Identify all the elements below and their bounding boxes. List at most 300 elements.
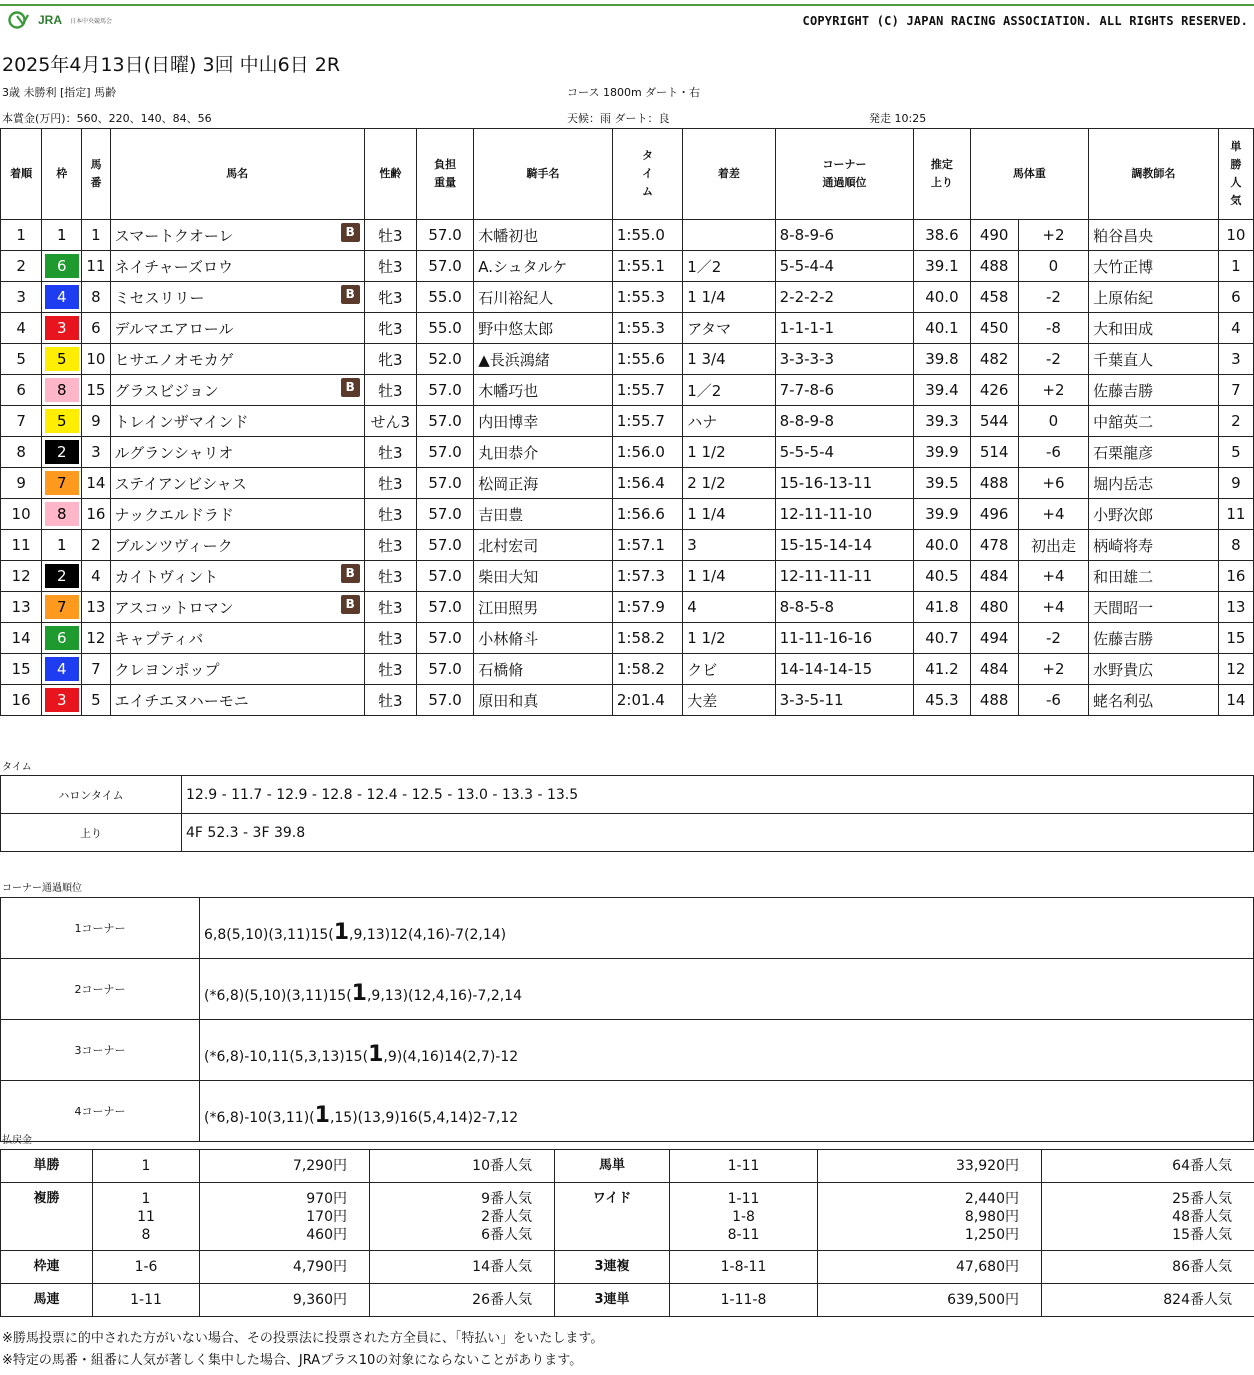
bet-type: 枠連 — [1, 1251, 93, 1284]
margin-cell: 1 1/2 — [683, 623, 775, 654]
horse-name-cell — [110, 282, 364, 313]
jockey-cell — [474, 654, 613, 685]
winner-highlight: 1 — [368, 1042, 384, 1067]
horse-number-cell: 14 — [82, 468, 110, 499]
rank-cell: 10 — [1, 499, 42, 530]
waku-badge: 7 — [45, 471, 79, 495]
horse-name-link[interactable]: アスコットロマン — [114, 598, 234, 617]
horse-name-link[interactable]: ネイチャーズロウ — [114, 257, 234, 276]
time-cell: 1:56.6 — [612, 499, 682, 530]
horse-number-cell: 15 — [82, 375, 110, 406]
trainer-link[interactable]: 石栗龍彦 — [1093, 443, 1154, 462]
corner-order-post: ,15)(13,9)16(5,4,14)2-7,12 — [329, 1110, 519, 1126]
horse-name-link[interactable]: クレヨンポップ — [114, 660, 220, 679]
body-weight-cell: 488 — [970, 251, 1018, 282]
agari-cell: 45.3 — [914, 685, 970, 716]
agari-times: 4F 52.3 - 3F 39.8 — [182, 814, 1254, 852]
weight-cell: 52.0 — [416, 344, 473, 375]
horse-number-cell: 13 — [82, 592, 110, 623]
bet-type: 馬連 — [1, 1284, 93, 1317]
weight-cell: 57.0 — [416, 685, 473, 716]
agari-cell: 40.1 — [914, 313, 970, 344]
table-row — [1, 592, 1254, 623]
payout-amount: 4,790円 — [200, 1251, 370, 1284]
horse-number-cell: 16 — [82, 499, 110, 530]
table-row — [1, 282, 1254, 313]
rank-cell: 3 — [1, 282, 42, 313]
corner-order — [200, 1020, 1254, 1081]
waku-cell — [42, 282, 82, 313]
jockey-link[interactable]: 吉田豊 — [478, 505, 524, 524]
table-row — [1, 898, 1254, 959]
table-row — [1, 468, 1254, 499]
agari-cell: 39.5 — [914, 468, 970, 499]
jockey-link[interactable]: 内田博幸 — [478, 412, 539, 431]
time-cell: 1:55.1 — [612, 251, 682, 282]
payout-amount: 7,290円 — [200, 1150, 370, 1183]
jockey-link[interactable]: 北村宏司 — [478, 536, 539, 555]
header-popularity: 単 勝 人 気 — [1218, 129, 1253, 220]
race-title: 2025年4月13日(日曜) 3回 中山6日 2R — [2, 54, 341, 76]
agari-cell: 40.0 — [914, 282, 970, 313]
body-weight-diff-cell: -2 — [1018, 623, 1088, 654]
bet-type: 馬単 — [555, 1150, 670, 1183]
bet-numbers: 1-8-11 — [670, 1251, 818, 1284]
agari-cell: 39.8 — [914, 344, 970, 375]
margin-cell: 4 — [683, 592, 775, 623]
waku-badge: 4 — [45, 285, 79, 309]
popularity-cell: 1 — [1218, 251, 1253, 282]
trainer-link[interactable]: 大竹正博 — [1093, 257, 1154, 276]
horse-name-cell — [110, 375, 364, 406]
body-weight-cell: 484 — [970, 561, 1018, 592]
payout-popularity: 10番人気 — [370, 1150, 555, 1183]
horse-name-link[interactable]: ルグランシャリオ — [114, 443, 234, 462]
waku-cell — [42, 685, 82, 716]
corner-cell: 8-8-9-6 — [775, 220, 914, 251]
body-weight-diff-cell: -8 — [1018, 313, 1088, 344]
jockey-link[interactable]: 柴田大知 — [478, 567, 539, 586]
copyright-notice: COPYRIGHT (C) JAPAN RACING ASSOCIATION. ALL RIGHTS RESERVED. — [802, 14, 1248, 28]
margin-cell: 1 1/4 — [683, 561, 775, 592]
table-row — [1, 1183, 1254, 1251]
agari-cell: 40.5 — [914, 561, 970, 592]
trainer-cell — [1089, 468, 1219, 499]
horse-name-link[interactable]: ヒサエノオモカゲ — [114, 350, 234, 369]
margin-cell: 3 — [683, 530, 775, 561]
horse-name-link[interactable]: スマートクオーレ — [114, 226, 234, 245]
corner-table — [0, 897, 1254, 1142]
header-margin: 着差 — [683, 129, 775, 220]
body-weight-cell: 480 — [970, 592, 1018, 623]
waku-badge: 3 — [45, 316, 79, 340]
horse-name-cell — [110, 561, 364, 592]
popularity-cell: 12 — [1218, 654, 1253, 685]
corner-order-post: ,9,13)12(4,16)-7(2,14) — [349, 927, 507, 943]
payout-popularity: 26番人気 — [370, 1284, 555, 1317]
body-weight-cell: 458 — [970, 282, 1018, 313]
agari-label: 上り — [1, 814, 182, 852]
rank-cell: 9 — [1, 468, 42, 499]
body-weight-cell: 426 — [970, 375, 1018, 406]
jockey-link[interactable]: 石橋脩 — [478, 660, 524, 679]
table-row — [1, 406, 1254, 437]
jockey-cell — [474, 530, 613, 561]
waku-badge: 2 — [45, 440, 79, 464]
agari-cell: 39.9 — [914, 437, 970, 468]
jockey-cell — [474, 685, 613, 716]
trainer-cell — [1089, 654, 1219, 685]
trainer-link[interactable]: 柄崎将寿 — [1093, 536, 1154, 555]
race-start-time: 発走 10:25 — [869, 112, 927, 125]
agari-cell: 39.1 — [914, 251, 970, 282]
jockey-link[interactable]: 原田和真 — [478, 691, 539, 710]
trainer-cell — [1089, 685, 1219, 716]
body-weight-cell: 490 — [970, 220, 1018, 251]
weight-cell: 57.0 — [416, 251, 473, 282]
margin-cell: 2 1/2 — [683, 468, 775, 499]
table-row — [1, 685, 1254, 716]
horse-number-cell: 7 — [82, 654, 110, 685]
time-section-label: タイム — [2, 762, 32, 773]
horse-name-link[interactable]: キャプティバ — [114, 629, 204, 648]
table-row — [1, 654, 1254, 685]
time-cell: 1:55.3 — [612, 282, 682, 313]
jockey-link[interactable]: 松岡正海 — [478, 474, 539, 493]
body-weight-cell: 488 — [970, 685, 1018, 716]
rank-cell: 14 — [1, 623, 42, 654]
margin-cell: 1／2 — [683, 375, 775, 406]
table-row — [1, 437, 1254, 468]
body-weight-diff-cell: -2 — [1018, 282, 1088, 313]
waku-cell — [42, 530, 82, 561]
time-cell: 1:57.9 — [612, 592, 682, 623]
bet-numbers: 1-11-8 — [670, 1284, 818, 1317]
waku-cell — [42, 623, 82, 654]
agari-cell: 40.0 — [914, 530, 970, 561]
sex-age-cell: 牝3 — [364, 282, 416, 313]
trainer-link[interactable]: 佐藤吉勝 — [1093, 381, 1154, 400]
table-row — [1, 344, 1254, 375]
body-weight-cell: 478 — [970, 530, 1018, 561]
winner-highlight: 1 — [333, 920, 350, 945]
table-row — [1, 499, 1254, 530]
table-row — [1, 530, 1254, 561]
time-cell: 2:01.4 — [612, 685, 682, 716]
table-row — [1, 1150, 1254, 1183]
waku-badge: 4 — [45, 657, 79, 681]
popularity-cell: 7 — [1218, 375, 1253, 406]
trainer-cell — [1089, 530, 1219, 561]
time-cell: 1:57.1 — [612, 530, 682, 561]
jockey-cell — [474, 375, 613, 406]
body-weight-diff-cell: +4 — [1018, 561, 1088, 592]
table-row — [1, 814, 1254, 852]
sex-age-cell: 牡3 — [364, 437, 416, 468]
body-weight-cell: 484 — [970, 654, 1018, 685]
waku-cell — [42, 313, 82, 344]
furlong-times: 12.9 - 11.7 - 12.9 - 12.8 - 12.4 - 12.5 - 13.0 - 13.3 - 13.5 — [182, 776, 1254, 814]
horse-number-cell: 11 — [82, 251, 110, 282]
horse-name-link[interactable]: ブルンツヴィーク — [114, 536, 233, 555]
waku-cell — [42, 220, 82, 251]
blinker-icon: B — [341, 285, 360, 304]
header-weight: 負担 重量 — [416, 129, 473, 220]
weight-cell: 57.0 — [416, 468, 473, 499]
waku-badge: 3 — [45, 688, 79, 712]
jockey-cell — [474, 220, 613, 251]
header-jockey: 騎手名 — [474, 129, 613, 220]
weight-cell: 57.0 — [416, 499, 473, 530]
table-row — [1, 623, 1254, 654]
corner-order — [200, 1081, 1254, 1142]
trainer-link[interactable]: 堀内岳志 — [1093, 474, 1154, 493]
results-header-row — [1, 129, 1254, 220]
time-cell: 1:55.6 — [612, 344, 682, 375]
waku-badge: 6 — [45, 626, 79, 650]
horse-name-link[interactable]: カイトヴィント — [114, 567, 219, 586]
body-weight-cell: 496 — [970, 499, 1018, 530]
body-weight-diff-cell: +4 — [1018, 499, 1088, 530]
corner-order — [200, 959, 1254, 1020]
corner-cell: 3-3-5-11 — [775, 685, 914, 716]
trainer-cell — [1089, 313, 1219, 344]
sex-age-cell: 牡3 — [364, 499, 416, 530]
race-weather: 天候：雨 ダート：良 — [567, 112, 670, 125]
body-weight-diff-cell: -6 — [1018, 437, 1088, 468]
horse-number-cell: 9 — [82, 406, 110, 437]
rank-cell: 13 — [1, 592, 42, 623]
jockey-link[interactable]: 木幡巧也 — [478, 381, 539, 400]
waku-cell — [42, 499, 82, 530]
trainer-link[interactable]: 上原佑紀 — [1093, 288, 1154, 307]
corner-label: 4コーナー — [1, 1081, 200, 1142]
trainer-link[interactable]: 粕谷昌央 — [1093, 226, 1154, 245]
time-cell: 1:56.0 — [612, 437, 682, 468]
jockey-link[interactable]: 小林脩斗 — [478, 629, 539, 648]
corner-order-pre: (*6,8)-10(3,11)( — [204, 1110, 315, 1126]
furlong-label: ハロンタイム — [1, 776, 182, 814]
jockey-cell — [474, 623, 613, 654]
sex-age-cell: 牡3 — [364, 468, 416, 499]
trainer-link[interactable]: 佐藤吉勝 — [1093, 629, 1154, 648]
jra-logo[interactable] — [8, 10, 112, 30]
corner-label: 3コーナー — [1, 1020, 200, 1081]
payout-table — [0, 1149, 1254, 1317]
corner-order-post: ,9)(4,16)14(2,7)-12 — [383, 1049, 519, 1065]
corner-cell: 5-5-4-4 — [775, 251, 914, 282]
popularity-cell: 9 — [1218, 468, 1253, 499]
agari-cell: 39.3 — [914, 406, 970, 437]
weight-cell: 57.0 — [416, 530, 473, 561]
waku-cell — [42, 375, 82, 406]
horse-name-link[interactable]: ミセスリリー — [114, 288, 205, 307]
horse-name-cell — [110, 220, 364, 251]
weight-cell: 57.0 — [416, 623, 473, 654]
jockey-link[interactable]: 丸田恭介 — [478, 443, 539, 462]
waku-badge: 8 — [45, 502, 79, 526]
horse-number-cell: 2 — [82, 530, 110, 561]
rank-cell: 5 — [1, 344, 42, 375]
sex-age-cell: 牡3 — [364, 561, 416, 592]
waku-cell — [42, 437, 82, 468]
jockey-link[interactable]: A.シュタルケ — [478, 257, 568, 276]
horse-name-link[interactable]: デルマエアロール — [114, 319, 234, 338]
trainer-link[interactable]: 天間昭一 — [1093, 598, 1154, 617]
horse-name-link[interactable]: エイチエヌハーモニ — [114, 691, 249, 710]
body-weight-cell: 450 — [970, 313, 1018, 344]
horse-number-cell: 1 — [82, 220, 110, 251]
header-time: タ イ ム — [612, 129, 682, 220]
agari-cell: 39.4 — [914, 375, 970, 406]
corner-section-label: コーナー通過順位 — [2, 883, 82, 894]
trainer-link[interactable]: 千葉直人 — [1093, 350, 1154, 369]
popularity-cell: 16 — [1218, 561, 1253, 592]
payout-popularity: 86番人気 — [1042, 1251, 1254, 1284]
body-weight-cell: 488 — [970, 468, 1018, 499]
jockey-link[interactable]: 木幡初也 — [478, 226, 539, 245]
payout-amount: 33,920円 — [818, 1150, 1042, 1183]
corner-cell: 14-14-14-15 — [775, 654, 914, 685]
corner-cell: 11-11-16-16 — [775, 623, 914, 654]
trainer-cell — [1089, 406, 1219, 437]
jockey-cell — [474, 313, 613, 344]
horse-number-cell: 10 — [82, 344, 110, 375]
corner-order-pre: 6,8(5,10)(3,11)15( — [204, 927, 334, 943]
payout-popularity: 9番人気 2番人気 6番人気 — [370, 1183, 555, 1251]
horse-name-link[interactable]: グラスビジョン — [114, 381, 219, 400]
trainer-link[interactable]: 小野次郎 — [1093, 505, 1154, 524]
table-row — [1, 1020, 1254, 1081]
payout-amount: 9,360円 — [200, 1284, 370, 1317]
bet-type: 3連複 — [555, 1251, 670, 1284]
horse-name-cell — [110, 685, 364, 716]
corner-cell: 12-11-11-11 — [775, 561, 914, 592]
table-row — [1, 776, 1254, 814]
sex-age-cell: 牡3 — [364, 220, 416, 251]
body-weight-diff-cell: +2 — [1018, 220, 1088, 251]
popularity-cell: 11 — [1218, 499, 1253, 530]
trainer-link[interactable]: 水野貴広 — [1093, 660, 1154, 679]
corner-order-post: ,9,13)(12,4,16)-7,2,14 — [366, 988, 522, 1004]
sex-age-cell: 牝3 — [364, 313, 416, 344]
margin-cell: ハナ — [683, 406, 775, 437]
horse-name-cell — [110, 654, 364, 685]
horse-name-cell — [110, 406, 364, 437]
logo-text: JRA — [38, 13, 63, 27]
horse-name-cell — [110, 344, 364, 375]
note-2: ※特定の馬番・組番に人気が著しく集中した場合、JRAプラス10の対象にならないことがあります。 — [2, 1353, 583, 1368]
jockey-cell — [474, 468, 613, 499]
time-cell: 1:55.7 — [612, 406, 682, 437]
weight-cell: 55.0 — [416, 313, 473, 344]
table-row — [1, 220, 1254, 251]
weight-cell: 57.0 — [416, 561, 473, 592]
corner-label: 2コーナー — [1, 959, 200, 1020]
waku-cell — [42, 561, 82, 592]
table-row — [1, 1284, 1254, 1317]
trainer-link[interactable]: 和田雄二 — [1093, 567, 1154, 586]
trainer-link[interactable]: 蛯名利弘 — [1093, 691, 1154, 710]
margin-cell — [683, 220, 775, 251]
jockey-cell — [474, 437, 613, 468]
popularity-cell: 2 — [1218, 406, 1253, 437]
logo-subtext: 日本中央競馬会 — [70, 17, 113, 25]
margin-cell: アタマ — [683, 313, 775, 344]
jockey-cell — [474, 592, 613, 623]
jockey-link[interactable]: 江田照男 — [478, 598, 539, 617]
weight-cell: 55.0 — [416, 282, 473, 313]
rank-cell: 6 — [1, 375, 42, 406]
waku-badge: 8 — [45, 378, 79, 402]
jockey-cell — [474, 251, 613, 282]
corner-cell: 2-2-2-2 — [775, 282, 914, 313]
body-weight-diff-cell: +2 — [1018, 654, 1088, 685]
time-cell: 1:56.4 — [612, 468, 682, 499]
trainer-link[interactable]: 中舘英二 — [1093, 412, 1154, 431]
jra-logo-icon — [8, 11, 34, 29]
horse-name-cell — [110, 468, 364, 499]
note-1: ※勝馬投票に的中された方がいない場合、その投票法に投票された方全員に、「特払い」をいたします。 — [2, 1331, 604, 1346]
waku-cell — [42, 251, 82, 282]
popularity-cell: 10 — [1218, 220, 1253, 251]
rank-cell: 2 — [1, 251, 42, 282]
body-weight-diff-cell: +6 — [1018, 468, 1088, 499]
trainer-link[interactable]: 大和田成 — [1093, 319, 1154, 338]
sex-age-cell: 牡3 — [364, 654, 416, 685]
jockey-link[interactable]: 石川裕紀人 — [478, 288, 554, 307]
body-weight-diff-cell: -2 — [1018, 344, 1088, 375]
horse-name-cell — [110, 437, 364, 468]
jockey-cell — [474, 499, 613, 530]
waku-badge: 6 — [45, 254, 79, 278]
agari-cell: 41.8 — [914, 592, 970, 623]
horse-name-cell — [110, 530, 364, 561]
bet-numbers: 1-11 — [93, 1284, 200, 1317]
jockey-cell — [474, 406, 613, 437]
corner-cell: 3-3-3-3 — [775, 344, 914, 375]
horse-number-cell: 8 — [82, 282, 110, 313]
jockey-link[interactable]: ▲長浜鴻緒 — [478, 350, 550, 369]
header-rule — [0, 4, 1254, 6]
waku-cell — [42, 344, 82, 375]
time-table — [0, 775, 1254, 852]
time-cell: 1:55.0 — [612, 220, 682, 251]
trainer-cell — [1089, 375, 1219, 406]
waku-badge: 7 — [45, 595, 79, 619]
horse-name-link[interactable]: トレインザマインド — [114, 412, 249, 431]
time-cell: 1:58.2 — [612, 654, 682, 685]
time-cell: 1:55.3 — [612, 313, 682, 344]
rank-cell: 8 — [1, 437, 42, 468]
bet-numbers: 1-11 1-8 8-11 — [670, 1183, 818, 1251]
jockey-cell — [474, 282, 613, 313]
popularity-cell: 5 — [1218, 437, 1253, 468]
time-cell: 1:55.7 — [612, 375, 682, 406]
blinker-icon: B — [341, 223, 360, 242]
horse-name-link[interactable]: ステイアンビシャス — [114, 474, 247, 493]
body-weight-diff-cell: 0 — [1018, 251, 1088, 282]
payout-amount: 970円 170円 460円 — [200, 1183, 370, 1251]
jockey-link[interactable]: 野中悠太郎 — [478, 319, 554, 338]
horse-name-cell — [110, 499, 364, 530]
agari-cell: 40.7 — [914, 623, 970, 654]
corner-cell: 7-7-8-6 — [775, 375, 914, 406]
weight-cell: 57.0 — [416, 406, 473, 437]
body-weight-diff-cell: 初出走 — [1018, 530, 1088, 561]
horse-name-link[interactable]: ナックエルドラド — [114, 505, 234, 524]
popularity-cell: 8 — [1218, 530, 1253, 561]
